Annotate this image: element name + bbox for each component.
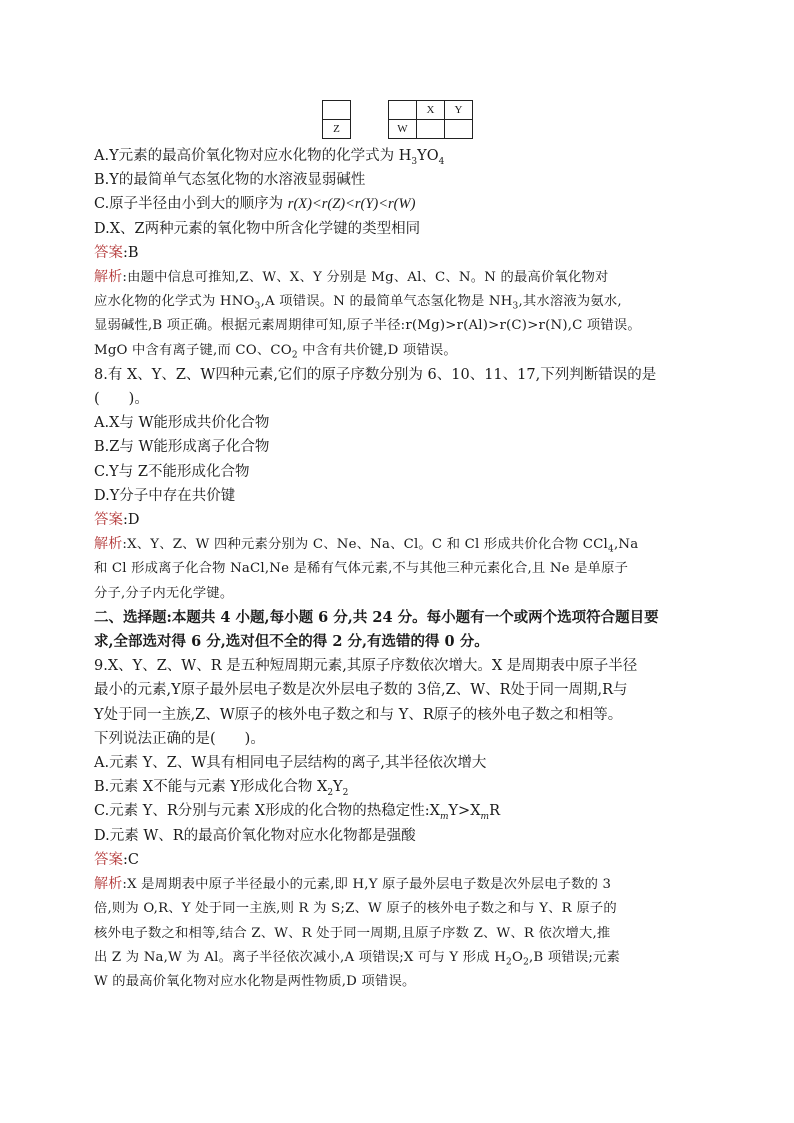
- q9-option-d: D.元素 W、R的最高价氧化物对应水化物都是强酸: [94, 827, 416, 844]
- q9-option-b: B.元素 X不能与元素 Y形成化合物 $X_2Y_2$: [94, 779, 349, 799]
- q9-answer: 答案:C: [94, 851, 139, 868]
- document-page: [94, 98, 704, 994]
- q7-explanation: 解析:由题中信息可推知,Z、W、X、Y 分别是 Mg、Al、C、N。N 的最高价氧化物对 应水化物的化学式为 $HNO_3,A$ 项错误。N 的最简单气态氢化物是 $NH_3$,其水溶液为氨水, 显弱碱性,B 项正确。根据元素周期律可知,原子半径:r(Mg)>r(Al)>r(C)>r(N),C 项错误。 MgO 中含有离子键,而 CO、$CO_2$ 中含有共价键,D 项错误。: [94, 269, 641, 361]
- cell-x: X: [417, 101, 445, 120]
- q9-option-a: A.元素 Y、Z、W具有相同电子层结构的离子,其半径依次增大: [94, 755, 487, 772]
- q9-stem: 9.X、Y、Z、W、R 是五种短周期元素,其原子序数依次增大。X 是周期表中原子半径 最小的元素,Y原子最外层电子数是次外层电子数的 3倍,Z、W、R处于同一周期,R与 Y处于同一主族,Z、W原子的核外电子数之和与 Y、R原子的核外电子数之和相等。 下列说法正确的是( )。: [94, 658, 638, 747]
- q7-option-c: C.原子半径由小到大的顺序为 r(X)<r(Z)<r(Y)<r(W): [94, 196, 416, 213]
- q8-option-a: A.X与 W能形成共价化合物: [94, 415, 270, 432]
- q8-option-c: C.Y与 Z不能形成化合物: [94, 463, 250, 480]
- q7-answer: 答案:B: [94, 244, 139, 261]
- cell-empty: [323, 101, 351, 120]
- q7-option-a: A.Y元素的最高价氧化物对应水化物的化学式为 $H_3YO_4$: [94, 148, 445, 167]
- q8-option-b: B.Z与 W能形成离子化合物: [94, 439, 270, 456]
- cell-y: Y: [445, 101, 473, 120]
- q7-option-b: B.Y的最简单气态氢化物的水溶液显弱碱性: [94, 172, 366, 189]
- table-left: [322, 100, 351, 139]
- periodic-table-fragment: [94, 98, 704, 142]
- cell-w: W: [389, 120, 417, 139]
- q9-option-c: C.元素 Y、R分别与元素 X形成的化合物的热稳定性$:X_mY>X_mR$: [94, 803, 500, 823]
- cell-empty: [417, 120, 445, 139]
- q8-explanation: 解析:X、Y、Z、W 四种元素分别为 C、Ne、Na、Cl。C 和 Cl 形成共价化合物 CCl$_4$,Na 和 Cl 形成离子化合物 NaCl,Ne 是稀有气体元素,不与其他三种元素化合,且 Ne 是单原子 分子,分子内无化学键。: [94, 536, 639, 601]
- q9-explanation: 解析:X 是周期表中原子半径最小的元素,即 H,Y 原子最外层电子数是次外层电子数的 3 倍,则为 O,R、Y 处于同一主族,则 R 为 S;Z、W 原子的核外电子数之和与 Y、R 原子的 核外电子数之和相等,结合 Z、W、R 处于同一周期,且原子序数 Z、W、R 依次增大,推 出 Z 为 Na,W 为 Al。离子半径依次减小,A 项错误;X 可与 Y 形成 $H_2O_2,B$ 项错误;元素 W 的最高价氧化物对应水化物是两性物质,D 项错误。: [94, 876, 620, 989]
- q8-option-d: D.Y分子中存在共价键: [94, 487, 236, 504]
- q7-option-d: D.X、Z两种元素的氧化物中所含化学键的类型相同: [94, 220, 421, 237]
- cell-empty: [445, 120, 473, 139]
- q8-answer: 答案:D: [94, 512, 140, 529]
- cell-z: Z: [323, 120, 351, 139]
- cell-empty: [389, 101, 417, 120]
- table-right: [388, 100, 473, 139]
- q8-stem: 8.有 X、Y、Z、W四种元素,它们的原子序数分别为 6、10、11、17,下列判断错误的是 ( )。: [94, 366, 657, 408]
- section-2-heading: 二、选择题:本题共 4 小题,每小题 6 分,共 24 分。每小题有一个或两个选项符合题目要 求,全部选对得 6 分,选对但不全的得 2 分,有选错的得 0 分。: [94, 608, 659, 651]
